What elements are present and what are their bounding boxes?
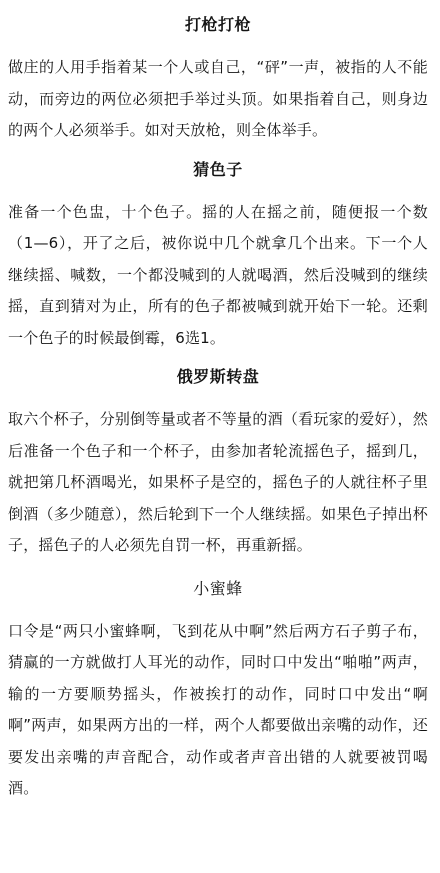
section-body: 取六个杯子，分别倒等量或者不等量的酒（看玩家的爱好），然后准备一个色子和一个杯子，由参加者轮流摇色子，摇到几，就把第几杯酒喝光，如果杯子是空的，摇色子的人就往杯子里倒酒（多少随意），然后轮到下一个人继续摇。如果色子掉出杯子，摇色子的人必须先自罚一杯，再重新摇。 <box>8 410 428 554</box>
section-body: 做庄的人用手指着某一个人或自己，“砰”一声，被指的人不能动，而旁边的两位必须把手举过头顶。如果指着自己，则身边的两个人必须举手。如对天放枪，则全体举手。 <box>8 58 428 139</box>
game-section-guess-dice <box>8 159 428 355</box>
section-title: 俄罗斯转盘 <box>176 367 260 386</box>
game-section-russian-roulette <box>8 366 428 562</box>
section-body: 准备一个色盅，十个色子。摇的人在摇之前，随便报一个数（1—6），开了之后，被你说中几个就拿几个出来。下一个人继续摇、喊数，一个都没喊到的人就喝酒，然后没喊到的继续摇，直到猜对为止，所有的色子都被喊到就开始下一轮。还剩一个色子的时候最倒霉，6选1。 <box>8 202 428 347</box>
section-title: 打枪打枪 <box>184 15 251 34</box>
section-title: 小蜜蜂 <box>193 578 243 598</box>
section-title: 猜色子 <box>193 159 243 179</box>
section-body: 口令是“两只小蜜蜂啊，飞到花从中啊”然后两方石子剪子布，猜赢的一方就做打人耳光的动作，同时口中发出“啪啪”两声，输的一方要顺势摇头，作被挨打的动作，同时口中发出“啊啊”两声，如果两方出的一样，两个人都要做出亲嘴的动作，还要发出亲嘴的声音配合，动作或者声音出错的人就要被罚喝酒。 <box>8 621 428 797</box>
game-section-little-bee <box>8 578 428 805</box>
game-section-shoot <box>8 14 428 147</box>
